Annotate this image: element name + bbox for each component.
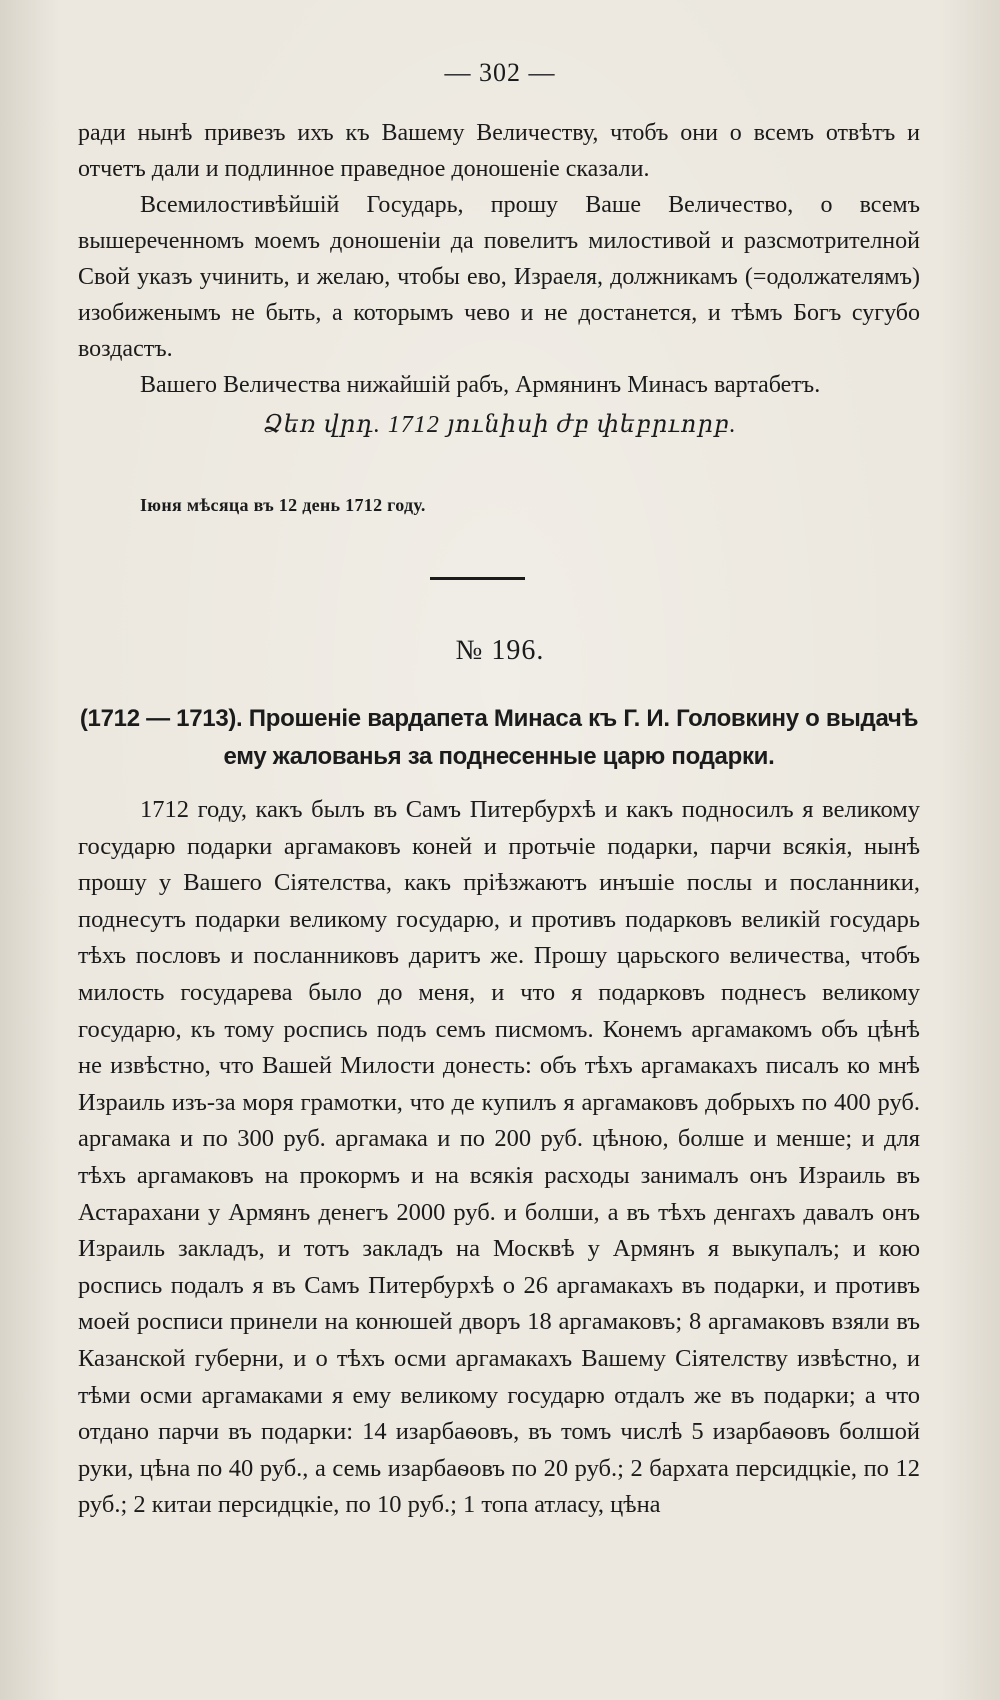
- document-heading: (1712 — 1713). Прошеніе вардапета Минаса къ Г. И. Головкину о выдачѣ ему жалованья за поднесенные царю подарки.: [79, 705, 919, 770]
- page-number: — 302 —: [444, 58, 556, 87]
- document-number: № 196.: [455, 635, 545, 666]
- signature-line: [78, 367, 920, 403]
- document-body-text: 1712 году, какъ былъ въ Самъ Питербурхѣ и какъ подносилъ я великому государю подарки аргамаковъ коней и протьчіе подарки, парчи всякія, нынѣ прошу у Вашего Сіятелства, какъ пріѣзжаютъ инъшіе послы и посланники, поднесутъ подарки великому государю, и противъ подарковъ великій государь тѣхъ пословъ и посланниковъ даритъ же. Прошу царьского величества, чтобъ милость государева было до меня, и что я подарковъ поднесъ великому государю, къ тому роспись подъ семъ писмомъ. Конемъ аргамакомъ объ цѣнѣ не извѣстно, что Вашей Милости донесть: объ тѣхъ аргамакахъ писалъ ко мнѣ Израиль изъ-за моря грамотки, что де купилъ я аргамаковъ добрыхъ по 400 руб. аргамака и по 300 руб. аргамака и по 200 руб. цѣною, болше и менше; и для тѣхъ аргамаковъ на прокормъ и на всякія расходы занималъ онъ Израиль въ Астарахани у Армянъ денегъ 2000 руб. и болши, а въ тѣхъ денгахъ давалъ онъ Израиль закладъ, и тотъ закладъ на Москвѣ у Армянъ я выкупалъ; и кою роспись подалъ я въ Самъ Питербурхѣ о 26 аргамакахъ въ подарки, и противъ моей росписи принели на конюшей дворъ 18 аргамаковъ; 8 аргамаковъ взяли въ Казанской губерни, и о тѣхъ осми аргамакахъ Вашему Сіятелству извѣстно, и тѣми осми аргамаками я ему великому государю отдалъ же въ подарки; а что отдано парчи въ подарки: 14 изарбаѳовъ, въ томъ числѣ 5 изарбаѳовъ болшой руки, цѣна по 40 руб., а семь изарбаѳовъ по 20 руб.; 2 бархата персидцкіе, по 12 руб.; 2 китаи персидцкіе, по 10 руб.; 1 топа атласу, цѣна: [78, 796, 920, 1519]
- document-body: [78, 792, 920, 1524]
- paragraph-text: Всемилостивѣйшій Государь, прошу Ваше Величество, о всемъ вышереченномъ моемъ доношеніи да повелитъ милостивой и разсмотрителной Свой указъ учинить, и желаю, чтобы ево, Израеля, должникамъ (=одолжателямъ) изобиженымъ не быть, а которымъ чево и не достанется, и тѣмъ Богъ сугубо воздастъ.: [78, 192, 920, 362]
- section-divider: [430, 577, 525, 580]
- armenian-date-line: Ձեռ վրդ. 1712 յունիսի ժբ փեբրւորբ.: [263, 412, 737, 438]
- signature-text: Вашего Величества нижайшій рабъ, Армянинъ Минасъ вартабетъ.: [140, 372, 821, 398]
- paragraph-petition: [78, 187, 920, 367]
- paragraph-text: ради нынѣ привезъ ихъ къ Вашему Величеству, чтобъ они о всемъ отвѣтъ и отчетъ дали и подлинное праведное доношеніе сказали.: [78, 120, 920, 182]
- paragraph-continuation: [78, 115, 920, 187]
- date-line: Іюня мѣсяца въ 12 день 1712 году.: [140, 495, 426, 515]
